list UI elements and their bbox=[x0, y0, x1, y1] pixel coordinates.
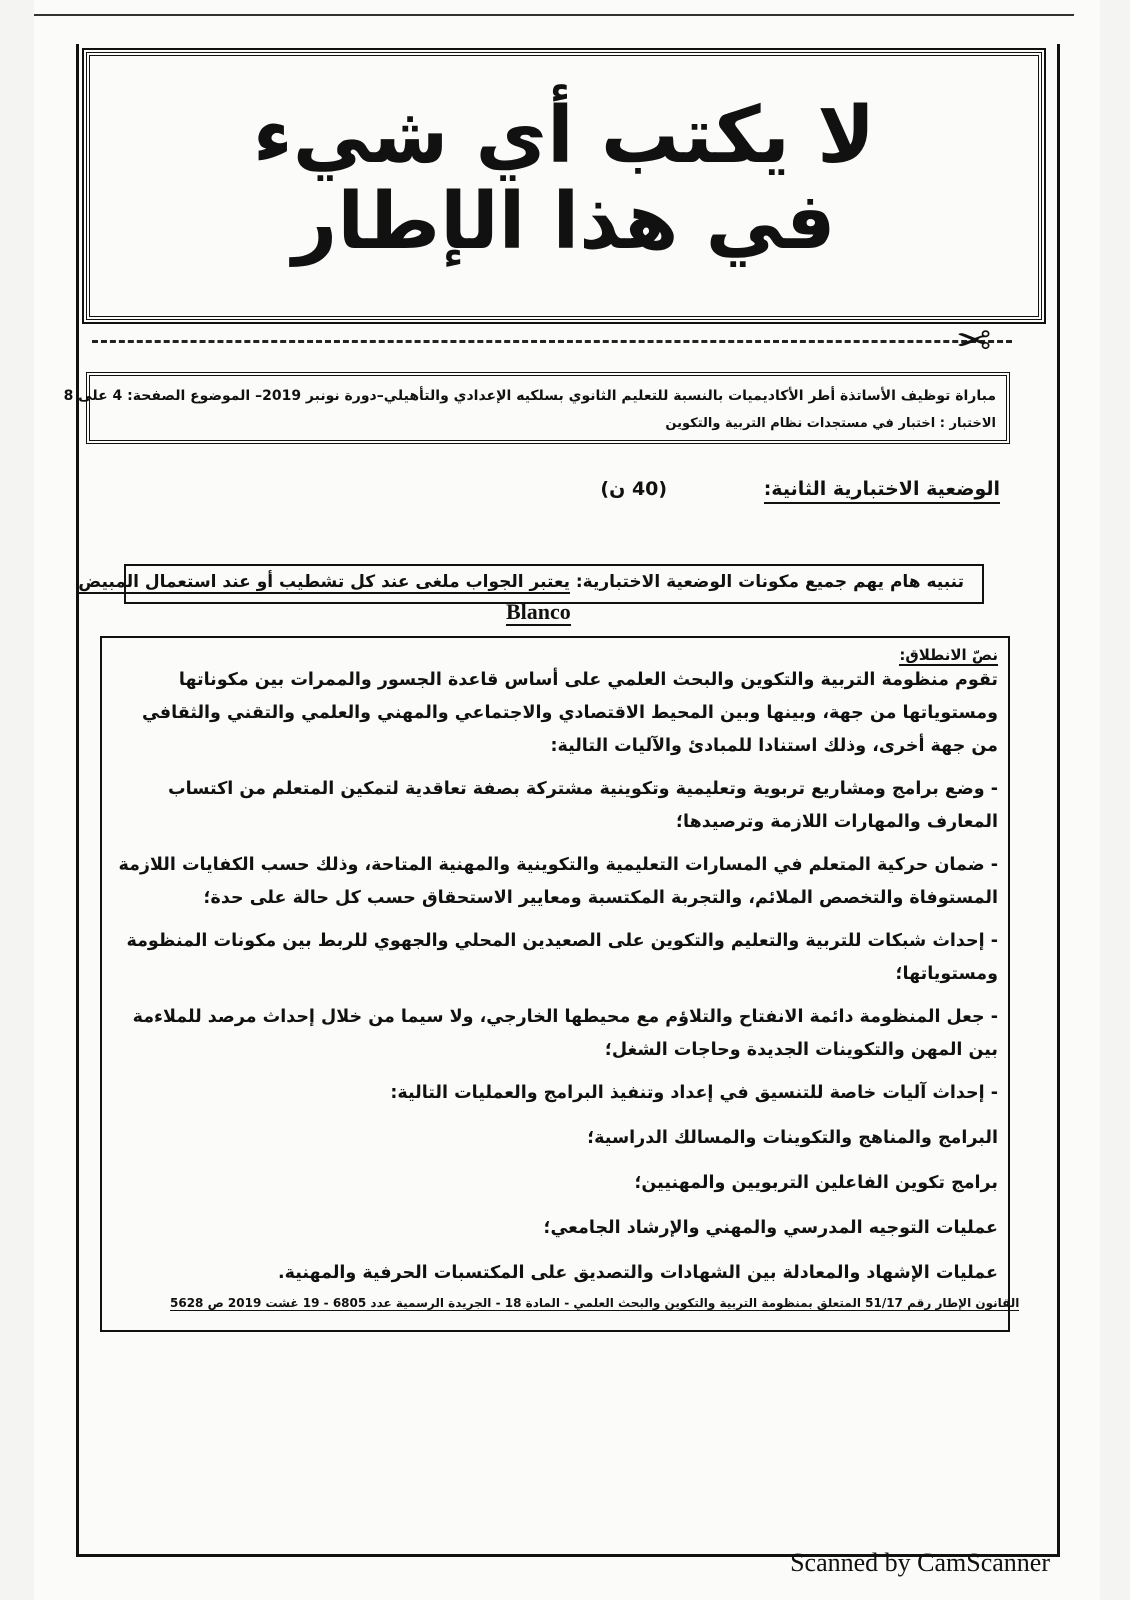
text-sub-item: برامج تكوين الفاعلين التربويين والمهنيين؛ bbox=[634, 1173, 998, 1193]
text-item: - وضع برامج ومشاريع تربوية وتعليمية وتكوينية مشتركة بصفة تعاقدية لتمكين المتعلم من اكتساب المعارف والمهارات اللازمة وترصيدها؛ bbox=[168, 779, 998, 832]
scissors-icon: ✂ bbox=[956, 316, 992, 365]
text-intro: تقوم منظومة التربية والتكوين والبحث العلمي على أساس قاعدة الجسور والممرات بين مكوناتها ومستوياتها من جهة، وبينها وبين المحيط الاقتصادي والاجتماعي والمهني والعلمي والتقني والثقافي من جهة أخرى، وذلك استنادا للمبادئ والآليات التالية: bbox=[141, 670, 998, 756]
situation-title: الوضعية الاختبارية الثانية: bbox=[764, 478, 1000, 504]
exam-header-line-1: مباراة توظيف الأساتذة أطر الأكاديميات بالنسبة للتعليم الثانوي بسلكيه الإعدادي والتأهيلي–دورة نونبر 2019– الموضوع الصفحة: 4 على 8 bbox=[63, 388, 996, 404]
text-label: نصّ الانطلاق: bbox=[899, 646, 998, 664]
cut-line bbox=[92, 340, 1012, 343]
text-item: - ضمان حركية المتعلم في المسارات التعليمية والتكوينية والمهنية المتاحة، وذلك حسب الكفايات اللازمة المستوفاة والتخصص الملائم، والتجربة المكتسبة ومعايير الاستحقاق حسب كل حالة على حدة؛ bbox=[118, 855, 998, 908]
exam-header bbox=[63, 372, 1010, 444]
no-write-line-2: في هذا الإطار bbox=[292, 176, 836, 267]
text-sub-item: البرامج والمناهج والتكوينات والمسالك الدراسية؛ bbox=[587, 1128, 998, 1148]
warning-underlined: يعتبر الجواب ملغى عند كل تشطيب أو عند استعمال المبيض bbox=[78, 572, 570, 592]
warning-box bbox=[78, 564, 984, 604]
text-sub-item: عمليات التوجيه المدرسي والمهني والإرشاد الجامعي؛ bbox=[543, 1218, 998, 1238]
exam-header-line-2: الاختبار : اختبار في مستجدات نظام التربية والتكوين bbox=[665, 416, 996, 431]
no-write-box bbox=[86, 52, 1042, 320]
warning-blanco: Blanco bbox=[506, 600, 571, 626]
text-item: - إحداث آليات خاصة للتنسيق في إعداد وتنفيذ البرامج والعمليات التالية: bbox=[390, 1083, 998, 1103]
text-sub-item: عمليات الإشهاد والمعادلة بين الشهادات والتصديق على المكتسبات الحرفية والمهنية. bbox=[277, 1263, 998, 1283]
no-write-line-1: لا يكتب أي شيء bbox=[252, 91, 876, 181]
source-citation: القانون الإطار رقم 51/17 المتعلق بمنظومة التربية والتكوين والبحث العلمي - المادة 18 - الجريدة الرسمية عدد 6805 - 19 غشت 2019 ص 5628 bbox=[170, 1296, 1020, 1310]
situation-heading bbox=[600, 478, 1000, 500]
source-text-box bbox=[100, 636, 1010, 1332]
page-top-edge bbox=[34, 0, 1074, 16]
text-item: - جعل المنظومة دائمة الانفتاح والتلاؤم مع محيطها الخارجي، ولا سيما من خلال إحداث مرصد للملاءمة بين المهن والتكوينات الجديدة وحاجات الشغل؛ bbox=[132, 1007, 998, 1060]
text-item: - إحداث شبكات للتربية والتعليم والتكوين على الصعيدين المحلي والجهوي للربط بين مكونات المنظومة ومستوياتها؛ bbox=[126, 931, 998, 984]
warning-prefix: تنبيه هام يهم جميع مكونات الوضعية الاختبارية: bbox=[569, 572, 964, 592]
camscanner-watermark: Scanned by CamScanner bbox=[790, 1548, 1050, 1577]
situation-points: (40 ن) bbox=[600, 478, 668, 500]
